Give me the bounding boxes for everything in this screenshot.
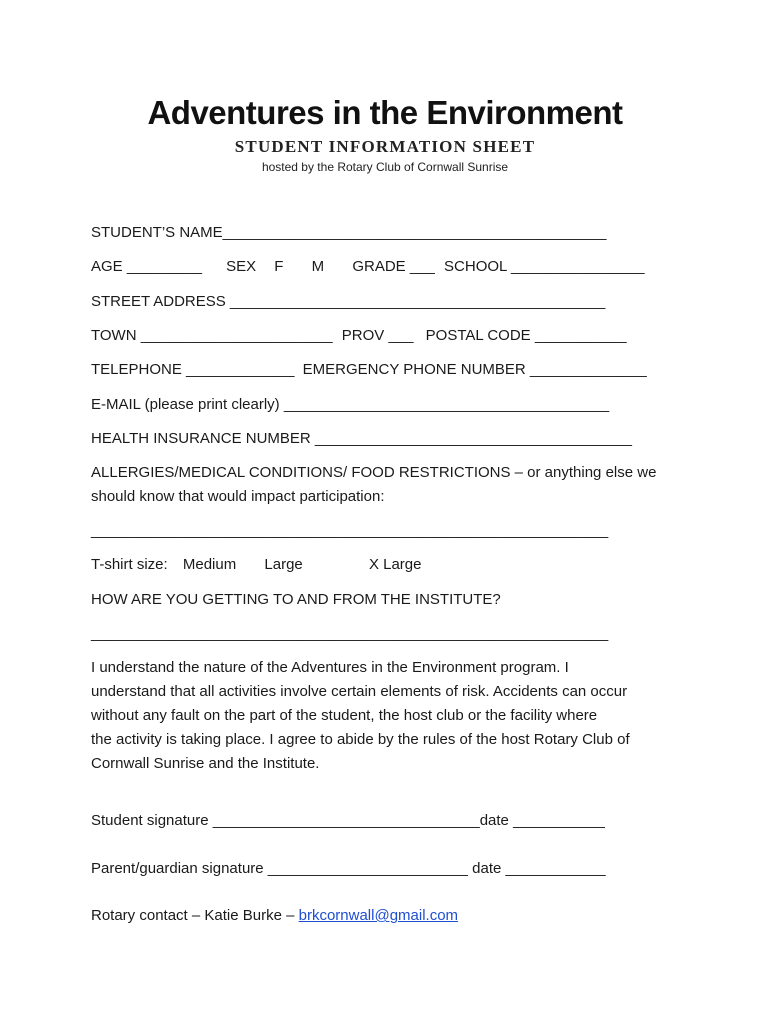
rotary-contact (91, 907, 458, 924)
grade-field[interactable]: GRADE ___ (352, 258, 435, 275)
transport-field[interactable]: ______________________________________________________________ (91, 625, 609, 642)
email-field[interactable]: E-MAIL (please print clearly) _______________________________________ (91, 396, 610, 413)
health-insurance-field[interactable]: HEALTH INSURANCE NUMBER ______________________________________ (91, 430, 632, 447)
age-sex-grade-row (91, 258, 644, 275)
contact-label: Rotary contact – Katie Burke – (91, 907, 299, 924)
allergies-field[interactable]: ______________________________________________________________ (91, 522, 609, 539)
prov-field[interactable]: PROV ___ (341, 327, 414, 344)
contact-email-link[interactable]: brkcornwall@gmail.com (298, 907, 459, 924)
tshirt-option-xlarge[interactable]: X Large (368, 556, 422, 573)
agreement-line: I understand the nature of the Adventures in the Environment program. I (91, 659, 569, 676)
student-name-field[interactable]: STUDENT’S NAME______________________________________________ (91, 224, 607, 241)
sex-option-m[interactable]: M (311, 258, 325, 275)
student-signature-field[interactable]: Student signature ________________________________date ___________ (91, 812, 605, 829)
parent-signature-field[interactable]: Parent/guardian signature ________________________ date ____________ (91, 860, 606, 877)
allergies-label-line1: ALLERGIES/MEDICAL CONDITIONS/ FOOD RESTRICTIONS – or anything else we (91, 464, 657, 481)
age-field[interactable]: AGE _________ (91, 258, 202, 275)
street-address-field[interactable]: STREET ADDRESS _____________________________________________ (91, 293, 606, 310)
agreement-paragraph (91, 656, 691, 776)
town-field[interactable]: TOWN _______________________ (91, 327, 333, 344)
sex-option-f[interactable]: F (274, 258, 284, 275)
tshirt-option-medium[interactable]: Medium (182, 556, 237, 573)
emergency-phone-field[interactable]: EMERGENCY PHONE NUMBER ______________ (302, 361, 647, 378)
phone-row (91, 361, 647, 378)
allergies-label-line2: should know that would impact participation: (91, 488, 385, 505)
host-note: hosted by the Rotary Club of Cornwall Sunrise (261, 160, 509, 174)
page-title: Adventures in the Environment (147, 94, 623, 131)
sex-label: SEX (226, 258, 257, 275)
town-prov-postal-row (91, 327, 627, 344)
tshirt-row (91, 556, 421, 573)
school-field[interactable]: SCHOOL ________________ (444, 258, 645, 275)
postal-code-field[interactable]: POSTAL CODE ___________ (425, 327, 627, 344)
telephone-field[interactable]: TELEPHONE _____________ (91, 361, 295, 378)
tshirt-label: T-shirt size: (91, 556, 168, 573)
tshirt-option-large[interactable]: Large (264, 556, 303, 573)
transport-label: HOW ARE YOU GETTING TO AND FROM THE INSTITUTE? (91, 591, 501, 608)
agreement-line: the activity is taking place. I agree to abide by the rules of the host Rotary Club of (91, 731, 630, 748)
agreement-line: without any fault on the part of the student, the host club or the facility where (91, 707, 598, 724)
agreement-line: understand that all activities involve certain elements of risk. Accidents can occur (91, 683, 628, 700)
page-subtitle: STUDENT INFORMATION SHEET (234, 137, 536, 156)
agreement-line: Cornwall Sunrise and the Institute. (91, 755, 320, 772)
